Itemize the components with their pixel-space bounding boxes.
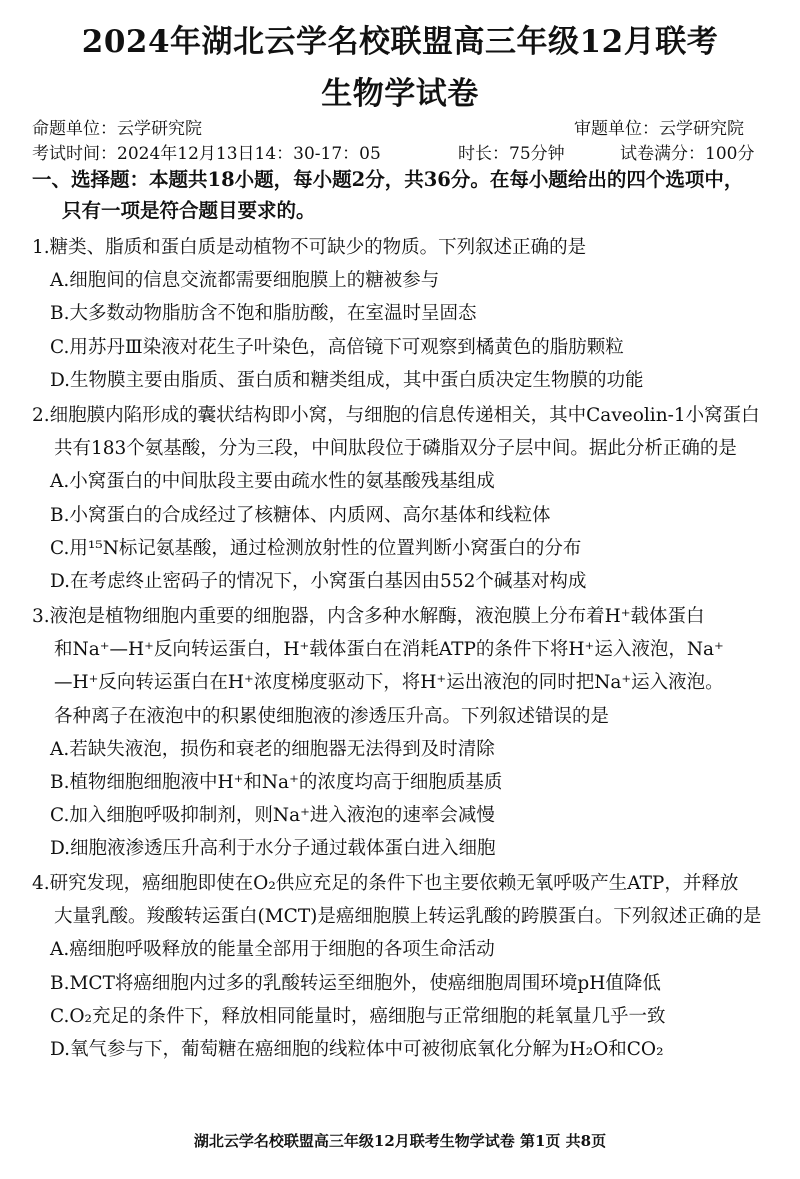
exam-time: 考试时间：2024年12月13日14：30-17：05 xyxy=(32,144,381,164)
exam-subject-title: 生物学试卷 xyxy=(321,76,479,112)
question-1-option-b: B.大多数动物脂肪含不饱和脂肪酸，在室温时呈固态 xyxy=(50,303,477,325)
question-3-option-d: D.细胞液渗透压升高利于水分子通过载体蛋白进入细胞 xyxy=(50,838,496,860)
question-4-option-a: A.癌细胞呼吸释放的能量全部用于细胞的各项生命活动 xyxy=(50,939,495,961)
question-4-stem-line-2: 大量乳酸。羧酸转运蛋白(MCT)是癌细胞膜上转运乳酸的跨膜蛋白。下列叙述正确的是 xyxy=(54,906,762,928)
question-1-option-c: C.用苏丹Ⅲ染液对花生子叶染色，高倍镜下可观察到橘黄色的脂肪颗粒 xyxy=(50,336,624,358)
question-3-stem-line-1: 3.液泡是植物细胞内重要的细胞器，内含多种水解酶，液泡膜上分布着H⁺载体蛋白 xyxy=(32,606,705,627)
question-3 xyxy=(32,600,792,866)
question-1-option-a: A.细胞间的信息交流都需要细胞膜上的糖被参与 xyxy=(50,270,440,292)
page-footer: 湖北云学名校联盟高三年级12月联考生物学试卷 第1页 共8页 xyxy=(193,1132,607,1150)
question-1-option-d: D.生物膜主要由脂质、蛋白质和糖类组成，其中蛋白质决定生物膜的功能 xyxy=(50,369,644,391)
proposer-unit: 命题单位：云学研究院 xyxy=(32,119,202,139)
question-2 xyxy=(32,399,792,598)
question-4 xyxy=(32,867,792,1066)
question-2-stem-line-1: 2.细胞膜内陷形成的囊状结构即小窝，与细胞的信息传递相关，其中Caveolin-1小窝蛋白 xyxy=(32,405,760,426)
question-2-stem-line-2: 共有183个氨基酸，分为三段，中间肽段位于磷脂双分子层中间。据此分析正确的是 xyxy=(54,438,737,460)
question-4-stem-line-1: 4.研究发现，癌细胞即使在O₂供应充足的条件下也主要依赖无氧呼吸产生ATP，并释放 xyxy=(32,873,739,894)
question-4-option-b: B.MCT将癌细胞内过多的乳酸转运至细胞外，使癌细胞周围环境pH值降低 xyxy=(50,972,661,994)
question-3-stem-line-2: 和Na⁺—H⁺反向转运蛋白，H⁺载体蛋白在消耗ATP的条件下将H⁺运入液泡，Na⁺ xyxy=(54,639,724,661)
question-3-option-b: B.植物细胞细胞液中H⁺和Na⁺的浓度均高于细胞质基质 xyxy=(50,771,503,793)
reviewer-unit: 审题单位：云学研究院 xyxy=(574,119,744,139)
question-2-option-a: A.小窝蛋白的中间肽段主要由疏水性的氨基酸残基组成 xyxy=(50,471,495,493)
question-4-option-c: C.O₂充足的条件下，释放相同能量时，癌细胞与正常细胞的耗氧量几乎一致 xyxy=(50,1005,666,1027)
section-heading xyxy=(32,164,782,226)
section-heading-line-1: 一、选择题：本题共18小题，每小题2分，共36分。在每小题给出的四个选项中， xyxy=(32,168,744,191)
question-4-option-d: D.氧气参与下，葡萄糖在癌细胞的线粒体中可被彻底氧化分解为H₂O和CO₂ xyxy=(50,1038,664,1060)
question-1-stem: 1.糖类、脂质和蛋白质是动植物不可缺少的物质。下列叙述正确的是 xyxy=(32,237,587,258)
question-2-option-b: B.小窝蛋白的合成经过了核糖体、内质网、高尔基体和线粒体 xyxy=(50,504,551,526)
section-heading-line-2: 只有一项是符合题目要求的。 xyxy=(62,199,316,222)
question-2-option-c: C.用¹⁵N标记氨基酸，通过检测放射性的位置判断小窝蛋白的分布 xyxy=(50,537,582,559)
question-1 xyxy=(32,231,792,397)
question-3-option-a: A.若缺失液泡，损伤和衰老的细胞器无法得到及时清除 xyxy=(50,738,495,760)
question-3-stem-line-3: —H⁺反向转运蛋白在H⁺浓度梯度驱动下，将H⁺运出液泡的同时把Na⁺运入液泡。 xyxy=(54,672,724,694)
exam-title: 2024年湖北云学名校联盟高三年级12月联考 xyxy=(81,24,719,60)
question-3-stem-line-4: 各种离子在液泡中的积累使细胞液的渗透压升高。下列叙述错误的是 xyxy=(54,705,610,727)
exam-duration: 时长：75分钟 xyxy=(458,144,565,164)
full-score: 试卷满分：100分 xyxy=(620,144,755,164)
question-2-option-d: D.在考虑终止密码子的情况下，小窝蛋白基因由552个碱基对构成 xyxy=(50,570,587,592)
question-3-option-c: C.加入细胞呼吸抑制剂，则Na⁺进入液泡的速率会减慢 xyxy=(50,805,495,827)
